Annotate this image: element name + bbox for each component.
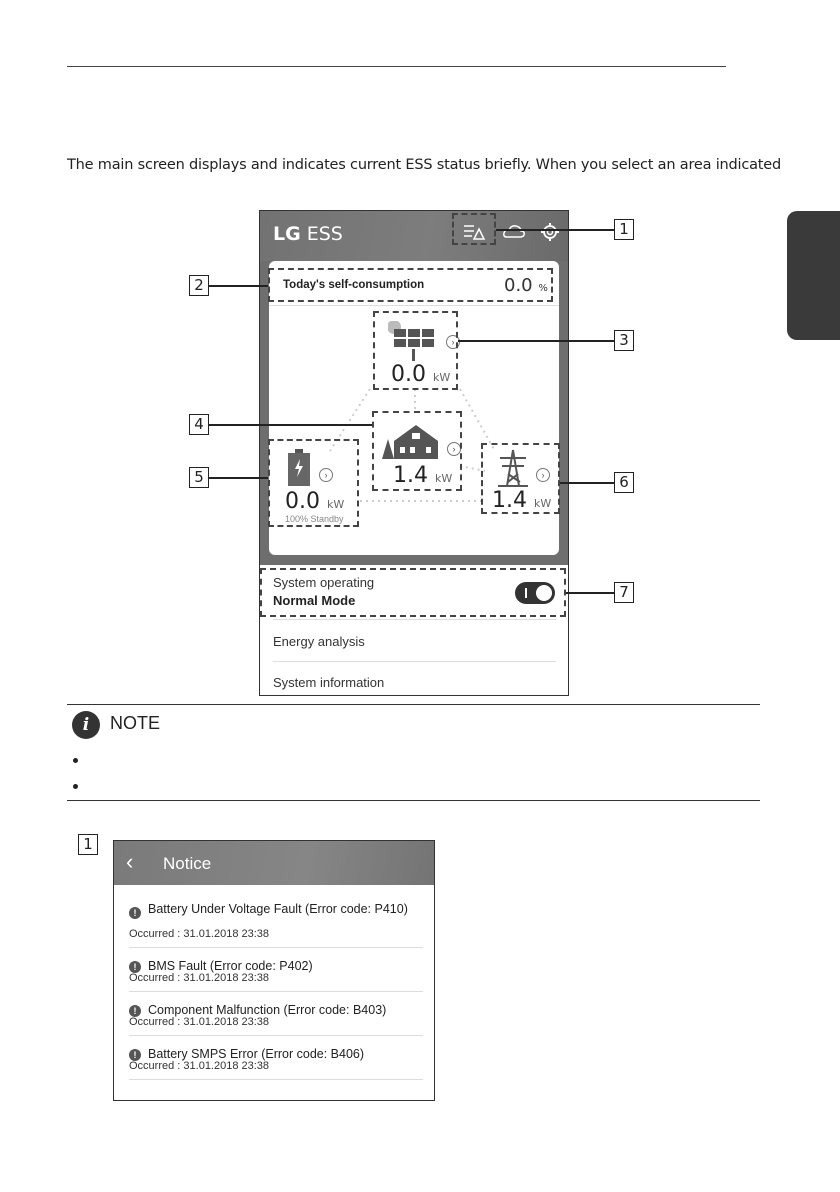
pv-power-value: 0.0 kW — [391, 362, 451, 387]
callout-7: 7 — [614, 582, 634, 603]
home-power-value: 1.4 kW — [393, 463, 453, 488]
battery-power-value: 0.0 kW — [285, 489, 345, 514]
highlight-box-1 — [452, 213, 496, 245]
menu-divider — [273, 619, 556, 620]
note-bullet — [73, 758, 78, 763]
note-bullet — [73, 784, 78, 789]
top-rule — [67, 66, 726, 67]
callout-2: 2 — [189, 275, 209, 296]
leader-line-7 — [566, 592, 614, 594]
self-consumption-label: Today's self-consumption — [283, 279, 425, 291]
home-detail-arrow[interactable]: › — [447, 442, 461, 456]
leader-line-4 — [209, 424, 372, 426]
menu-divider — [273, 661, 556, 662]
error-icon: ! — [129, 1049, 141, 1061]
leader-line-3 — [458, 340, 614, 342]
note-bottom-rule — [67, 800, 760, 801]
highlight-box-7 — [260, 568, 566, 617]
battery-detail-arrow[interactable]: › — [319, 468, 333, 482]
grid-detail-arrow[interactable]: › — [536, 468, 550, 482]
system-operating-label: System operating — [273, 575, 375, 590]
notice-item-title: Component Malfunction (Error code: B403) — [148, 1003, 387, 1017]
notice-item-title: Battery SMPS Error (Error code: B406) — [148, 1047, 365, 1061]
notice-item-time: Occurred : 31.01.2018 23:38 — [129, 1016, 270, 1028]
notice-divider — [129, 1079, 423, 1080]
callout-3: 3 — [614, 330, 634, 351]
notice-item-title: BMS Fault (Error code: P402) — [148, 959, 313, 973]
highlight-box-4 — [372, 411, 462, 491]
notice-divider — [129, 991, 423, 992]
leader-line-5 — [209, 477, 268, 479]
callout-4: 4 — [189, 414, 209, 435]
leader-line-1 — [496, 229, 614, 231]
menu-item-system-information[interactable]: System information — [273, 675, 385, 690]
error-icon: ! — [129, 907, 141, 919]
highlight-box-6 — [481, 443, 560, 514]
notice-item-title: Battery Under Voltage Fault (Error code: P410) — [148, 902, 408, 916]
note-title: NOTE — [110, 713, 161, 733]
app-brand: LG ESS — [273, 223, 343, 245]
notice-title: Notice — [163, 854, 212, 873]
notice-item-time: Occurred : 31.01.2018 23:38 — [129, 928, 270, 940]
leader-line-6 — [560, 482, 614, 484]
operating-mode: Normal Mode — [273, 593, 356, 608]
notice-item-time: Occurred : 31.01.2018 23:38 — [129, 1060, 270, 1072]
highlight-box-3 — [373, 311, 458, 390]
note-top-rule — [67, 704, 760, 705]
card-divider — [269, 305, 559, 306]
callout-5: 5 — [189, 467, 209, 488]
error-icon: ! — [129, 1005, 141, 1017]
highlight-box-2 — [268, 268, 553, 302]
notice-divider — [129, 947, 423, 948]
notice-screenshot — [113, 840, 435, 1101]
chapter-tab — [787, 211, 840, 340]
notice-marker: 1 — [78, 834, 98, 855]
notice-divider — [129, 1035, 423, 1036]
error-icon: ! — [129, 961, 141, 973]
intro-text: The main screen displays and indicates current ESS status briefly. When you select an area indicated — [67, 157, 782, 173]
back-arrow-icon[interactable]: ‹ — [126, 849, 134, 874]
grid-power-value: 1.4 kW — [492, 488, 552, 513]
notice-header — [114, 841, 434, 885]
menu-item-energy-analysis[interactable]: Energy analysis — [273, 634, 365, 649]
callout-6: 6 — [614, 472, 634, 493]
pv-detail-arrow[interactable]: › — [446, 335, 460, 349]
notice-item-time: Occurred : 31.01.2018 23:38 — [129, 972, 270, 984]
highlight-box-5 — [268, 439, 359, 527]
battery-status: 100% Standby — [285, 514, 344, 524]
callout-1: 1 — [614, 219, 634, 240]
self-consumption-value: 0.0 % — [504, 275, 548, 296]
leader-line-2 — [209, 285, 268, 287]
note-info-icon: i — [72, 711, 100, 739]
